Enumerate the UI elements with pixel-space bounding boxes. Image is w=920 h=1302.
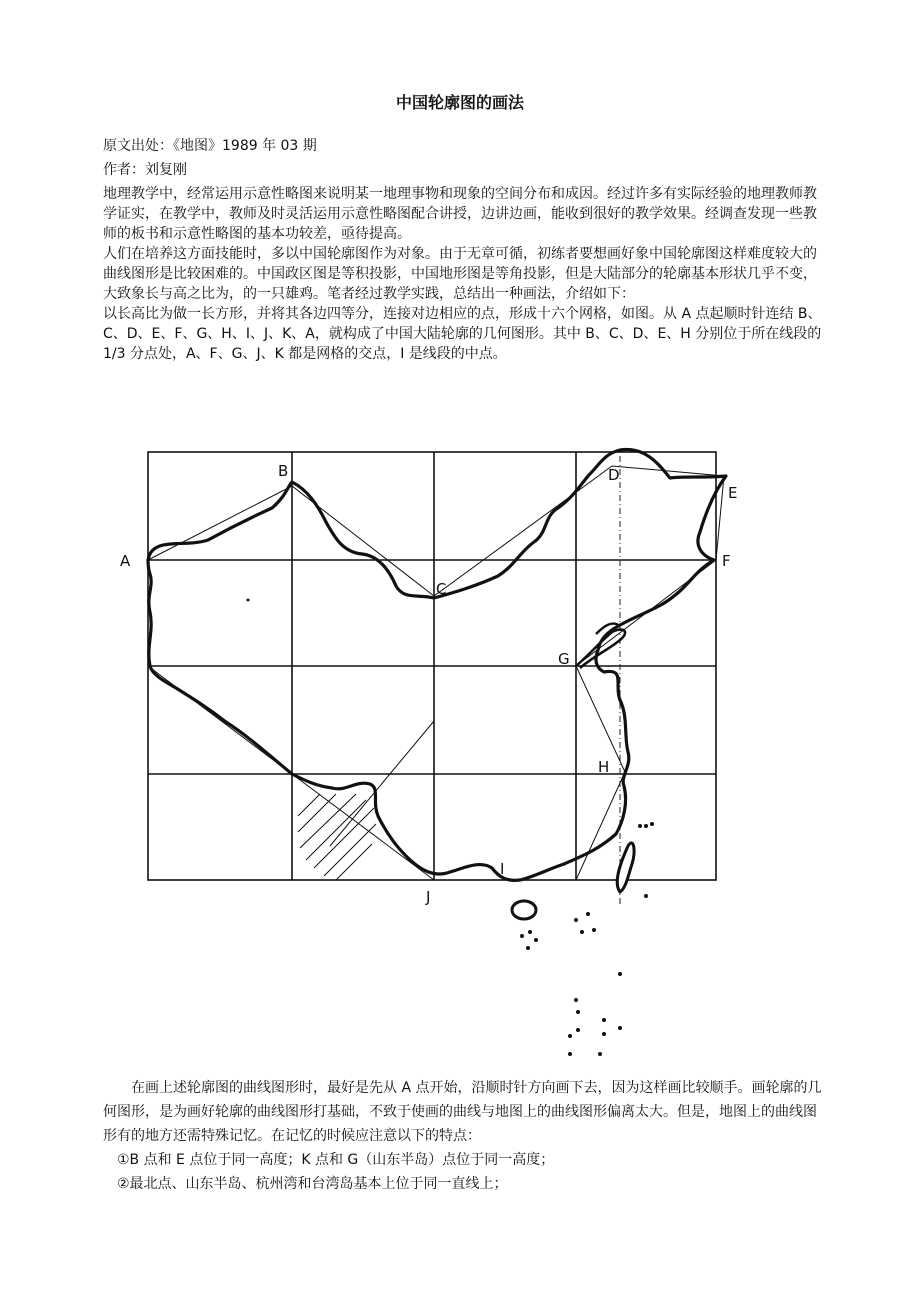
label-f: F [722, 552, 731, 570]
label-e: E [728, 484, 738, 502]
label-c: C [436, 580, 447, 598]
author-line: 作者：刘复刚 [103, 162, 187, 178]
label-b: B [278, 462, 289, 480]
point-1: ①B 点和 E 点位于同一高度；K 点和 G（山东半岛）点位于同一高度； [117, 1152, 555, 1168]
geometric-polygon [148, 466, 724, 880]
label-a: A [120, 552, 131, 570]
intro-paragraph-2: 人们在培养这方面技能时，多以中国轮廓图作为对象。由于无章可循，初练者要想画好象中国轮廓图这样难度较大的曲线图形是比较困难的。中国政区图是等积投影，中国地形图是等角投影，但是大陆部分的轮廓基本形状几乎不变，大致象长与高之比为，的一只雄鸡。笔者经过教学实践，总结出一种画法，介绍如下： [103, 246, 817, 302]
shandong-peninsula [576, 630, 625, 668]
label-j: J [426, 888, 431, 906]
label-g: G [558, 650, 570, 668]
label-i: I [500, 860, 505, 878]
vertex-labels [120, 462, 737, 906]
label-h: H [598, 758, 610, 776]
intro-paragraph-1: 地理教学中，经常运用示意性略图来说明某一地理事物和现象的空间分布和成因。经过许多有实际经验的地理教师教学证实，在教学中，教师及时灵活运用示意性略图配合讲授，边讲边画，能收到很好的教学效果。经调查发现一些教师的板书和示意性略图的基本功较差，亟待提高。 [103, 186, 817, 242]
source-info [103, 136, 823, 184]
intro-paragraph-3: 以长高比为做一长方形，并将其各边四等分，连接对边相应的点，形成十六个网格，如图。从 A 点起顺时针连结 B、C、D、E、F、G、H、I、J、K、A，就构成了中国大陆轮廓的几何图形。其中 B、C、D、E、H 分别位于所在线段的 1/3 分点处，A、F、G、J、K 都是网格的交点，I 是线段的中点。 [103, 306, 822, 362]
hainan-island [512, 901, 536, 919]
body-section [103, 1076, 823, 1196]
guide-line [330, 721, 434, 846]
south-sea-islands [247, 599, 655, 1057]
mainland-outline [148, 449, 726, 880]
point-2: ②最北点、山东半岛、杭州湾和台湾岛基本上位于同一直线上； [117, 1176, 508, 1192]
china-outline-figure [100, 436, 780, 1076]
label-d: D [608, 466, 620, 484]
intro-section [103, 184, 823, 364]
document-title: 中国轮廓图的画法 [395, 93, 524, 112]
source-line: 原文出处：《地图》1989 年 03 期 [103, 138, 317, 154]
outline-diagram [100, 436, 780, 1076]
body-paragraph: 在画上述轮廓图的曲线图形时，最好是先从 A 点开始，沿顺时针方向画下去，因为这样画比较顺手。画轮廓的几何图形，是为画好轮廓的曲线图形打基础，不致于使画的曲线与地图上的曲线图形偏离太大。但是，地图上的曲线图形有的地方还需特殊记忆。在记忆的时候应注意以下的特点： [103, 1080, 822, 1144]
